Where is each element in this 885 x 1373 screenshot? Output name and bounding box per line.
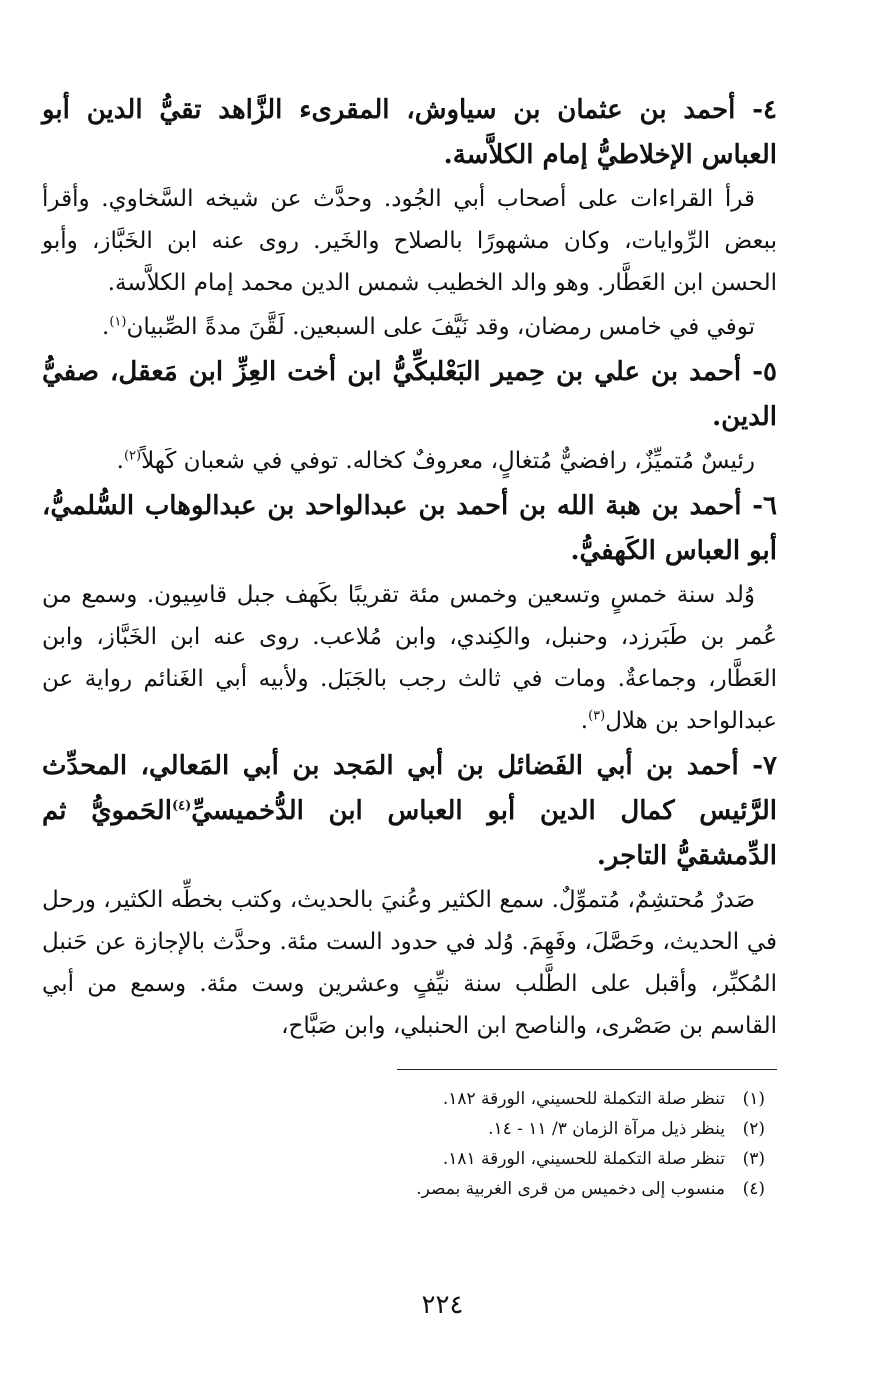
heading-text: الحَمويُّ ثم الدِّمشقيُّ التاجر. <box>42 796 777 871</box>
entry-paragraph <box>42 440 777 482</box>
entry-body <box>42 178 777 348</box>
footnote-number: (٤) <box>742 1179 765 1199</box>
entry-paragraph: صَدرٌ مُحتشِمٌ، مُتموِّلٌ. سمع الكثير وعُنيَ بالحديث، وكتب بخطِّه الكثير، ورحل في الحديث، وحَصَّلَ، وفَهِمَ. وُلد في حدود الست مئة. وحدَّث بالإجازة عن حَنبل المُكبِّر، وأقبل على الطَّلب سنة نيِّفٍ وعشرين وست مئة. وسمع من أبي القاسم بن صَصْرى، والناصح ابن الحنبلي، وابن صَبَّاح، <box>42 887 777 1039</box>
entry-paragraph: قرأ القراءات على أصحاب أبي الجُود. وحدَّث عن شيخه السَّخاوي. وأقرأ ببعض الرِّوايات، وكان مشهورًا بالصلاح والخَير. روى عنه ابن الخَبَّاز، وأبو الحسن ابن العَطَّار. وهو والد الخطيب شمس الدين محمد إمام الكلاَّسة. <box>42 186 777 296</box>
entry-heading: ٤- أحمد بن عثمان بن سياوش، المقرىء الزَّاهد تقيُّ الدين أبو العباس الإخلاطيُّ إمام الكلاَّسة. <box>42 95 777 170</box>
footnotes <box>42 1084 777 1204</box>
footnote <box>42 1114 777 1144</box>
paragraph-end: . <box>580 708 589 734</box>
page-number: ٢٢٤ <box>421 1290 464 1320</box>
footnote-number: (٢) <box>742 1119 765 1139</box>
footnote <box>42 1174 777 1204</box>
footnotes-divider <box>397 1069 777 1070</box>
paragraph-text: توفي في خامس رمضان، وقد نَيَّفَ على السبعين. لَقَّنَ مدةً الصِّبيان <box>126 314 755 340</box>
paragraph-end: . <box>116 448 124 474</box>
footnote-ref: (١) <box>109 314 127 330</box>
entry-body <box>42 574 777 742</box>
footnote-ref: (٣) <box>588 708 606 724</box>
entry-heading <box>42 744 777 879</box>
footnote-text: تنظر صلة التكملة للحسيني، الورقة ١٨٢. <box>442 1089 725 1109</box>
footnote-ref: (٢) <box>123 448 142 464</box>
paragraph-text: وُلد سنة خمسٍ وتسعين وخمس مئة تقريبًا بكَهف جبل قاسِيون. وسمع من عُمر بن طَبَرزد، وحنبل، والكِندي، وابن مُلاعب. روى عنه ابن الخَبَّاز، وابن العَطَّار، وجماعةٌ. ومات في ثالث رجب بالجَبَل. ولأبيه أبي الغَنائم رواية عن عبدالواحد بن هلال <box>42 582 777 734</box>
footnote <box>42 1144 777 1174</box>
footnote-ref: (٤) <box>171 798 192 814</box>
entry-paragraph <box>42 306 777 348</box>
entry-body <box>42 440 777 482</box>
paragraph-text: رئيسٌ مُتميِّزٌ، رافضيٌّ مُتغالٍ، معروفٌ كخاله. توفي في شعبان كَهلاً <box>141 448 755 474</box>
footnote-text: منسوب إلى دخميس من قرى الغربية بمصر. <box>416 1179 725 1199</box>
footnote-number: (٣) <box>742 1149 765 1169</box>
heading-text: ٧- أحمد بن أبي الفَضائل بن أبي المَجد بن أبي المَعالي، المحدِّث الرَّئيس كمال الدين أبو العباس ابن الدُّخميسيِّ <box>42 751 777 826</box>
entry-heading: ٥- أحمد بن علي بن حِمير البَعْلبكِّيُّ ابن أخت العِزِّ ابن مَعقل، صفيُّ الدين. <box>42 357 777 432</box>
footnote-text: تنظر صلة التكملة للحسيني، الورقة ١٨١. <box>442 1149 725 1169</box>
footnote-number: (١) <box>742 1089 765 1109</box>
footnote-text: ينظر ذيل مرآة الزمان ٣/ ١١ - ١٤. <box>488 1119 725 1139</box>
paragraph-end: . <box>102 314 110 340</box>
entry-body <box>42 879 777 1047</box>
entry-heading: ٦- أحمد بن هبة الله بن أحمد بن عبدالواحد بن عبدالوهاب السُّلميُّ، أبو العباس الكَهفيُّ. <box>42 491 777 566</box>
entry-paragraph <box>42 574 777 742</box>
footnote <box>42 1084 777 1114</box>
